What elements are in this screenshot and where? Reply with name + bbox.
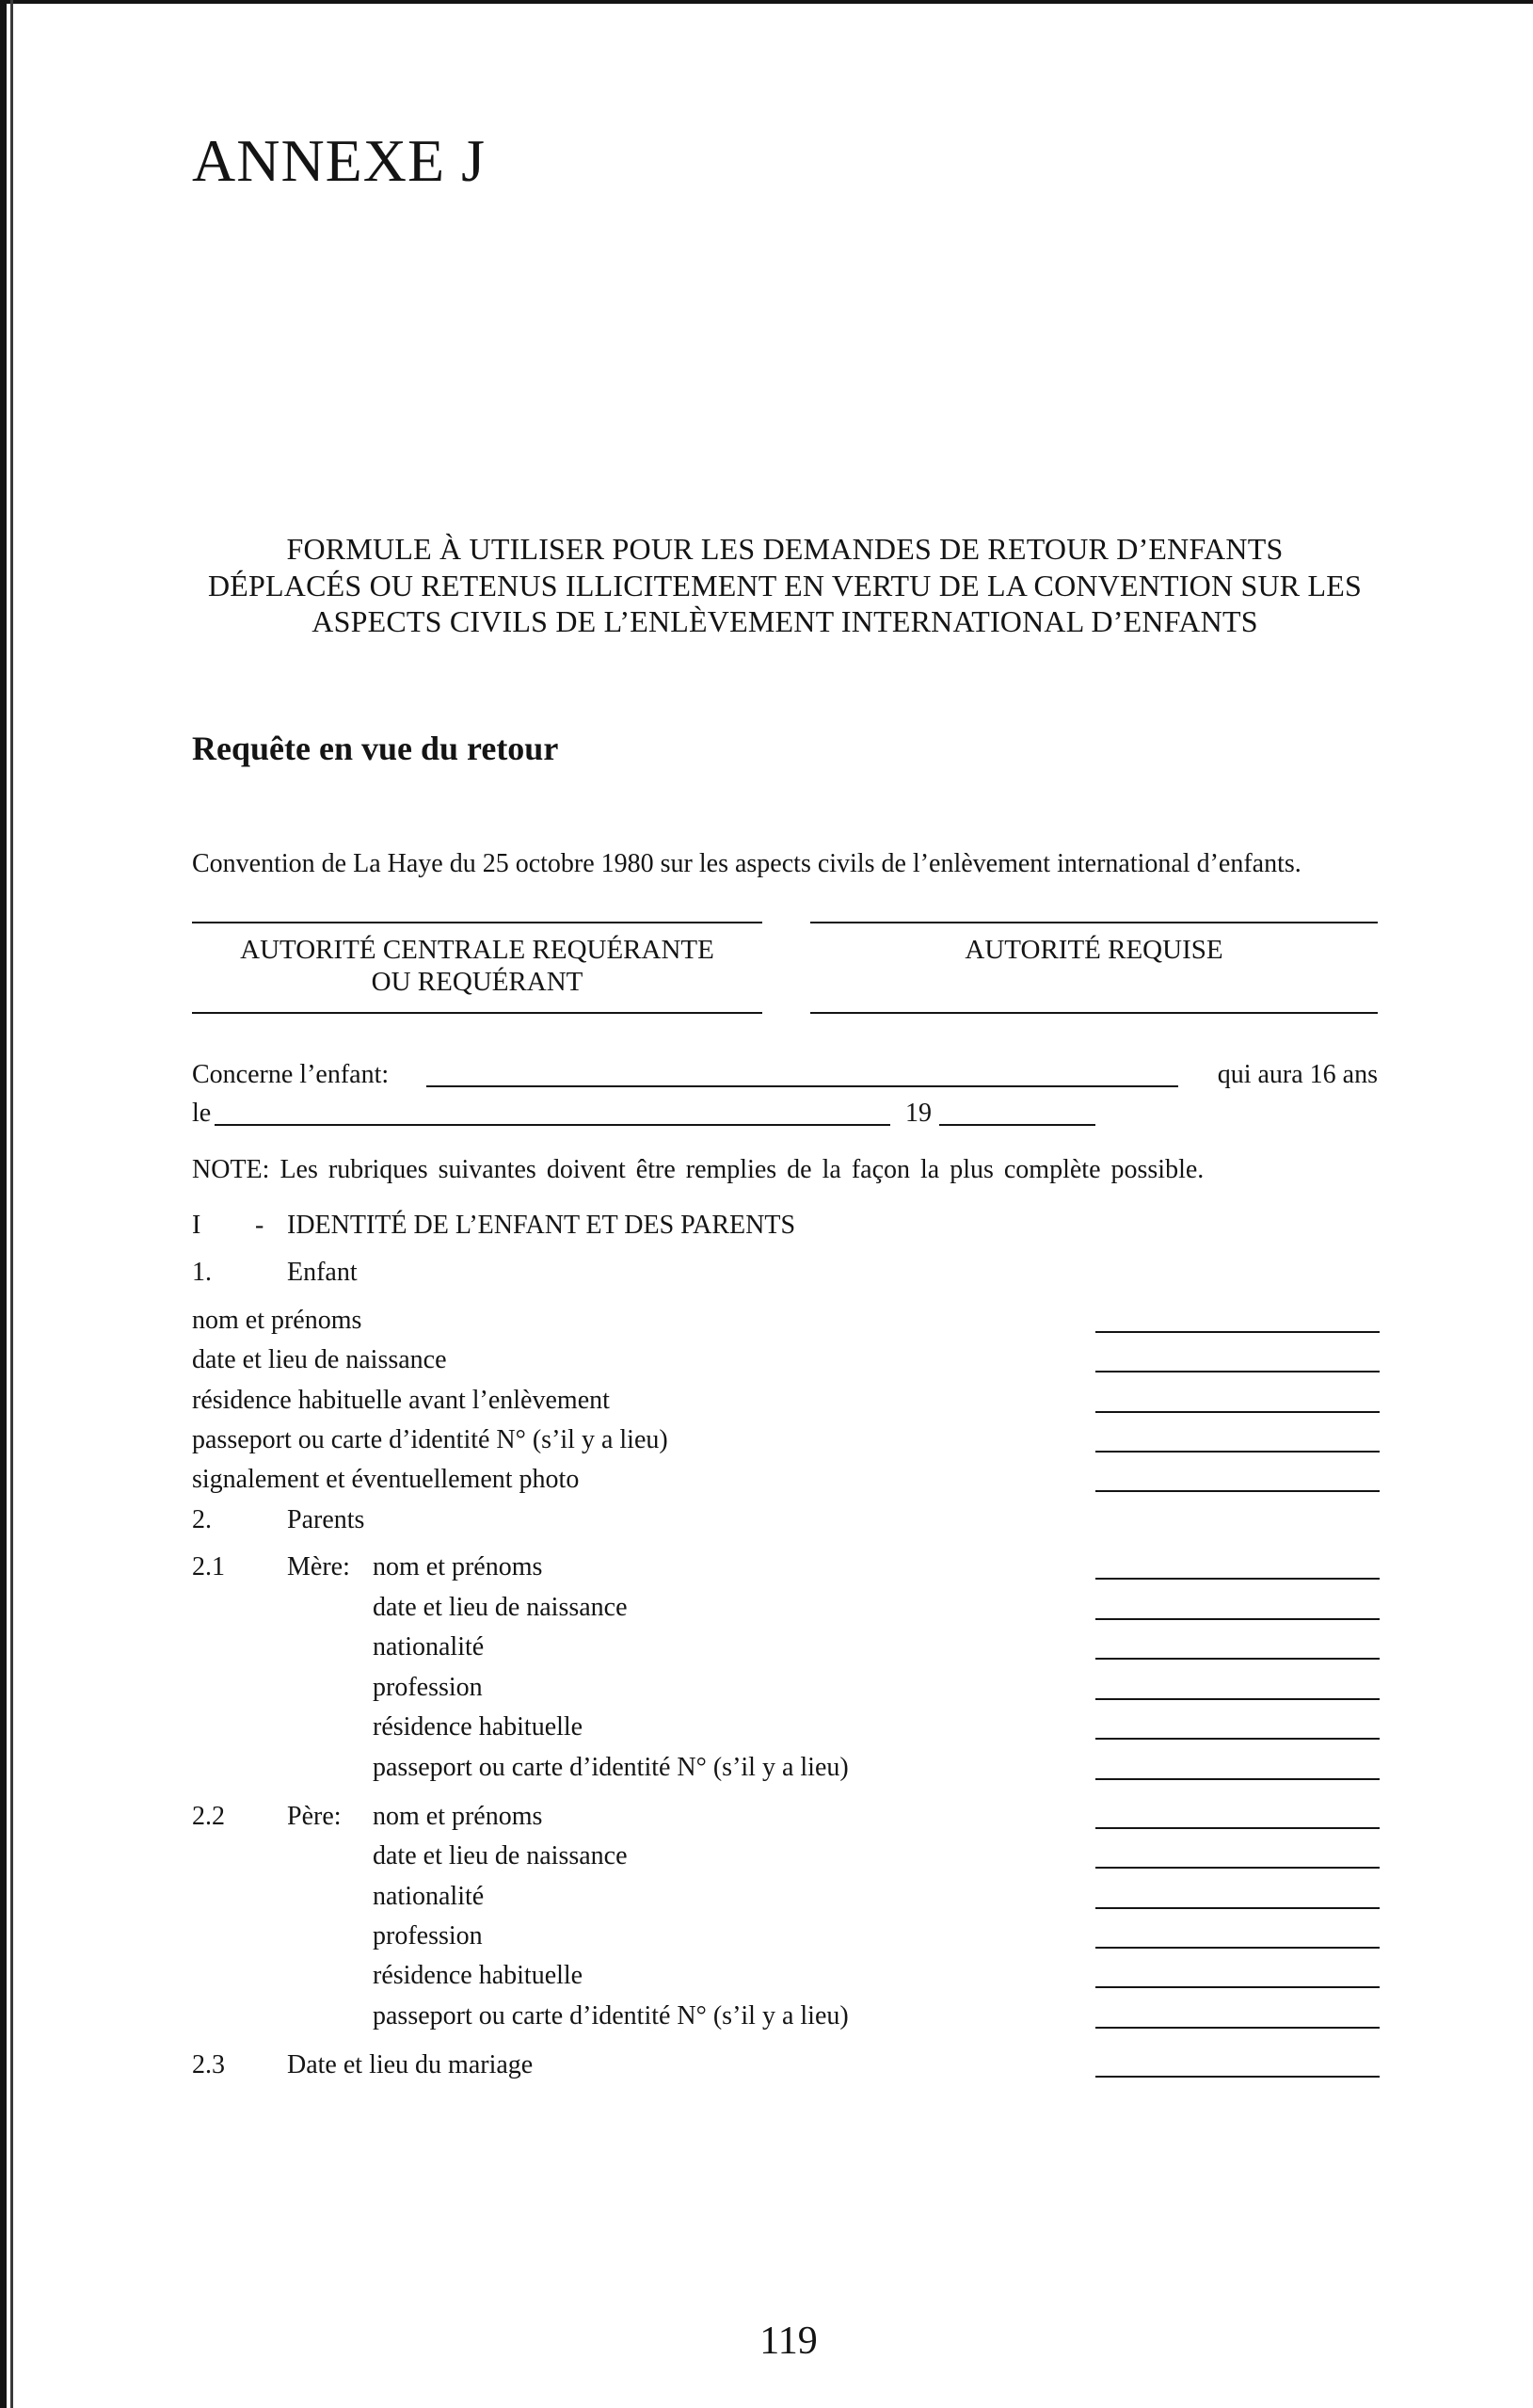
mother-field-label: nom et prénoms bbox=[373, 1552, 543, 1581]
section-number: I bbox=[192, 1211, 201, 1240]
mother-field-fill-line[interactable] bbox=[1095, 1578, 1380, 1580]
note-line bbox=[192, 1155, 1204, 1185]
requested-authority-fill-line-top[interactable] bbox=[810, 922, 1378, 923]
requested-authority-fill-line-bottom[interactable] bbox=[810, 1012, 1378, 1014]
father-field-label: date et lieu de naissance bbox=[373, 1841, 628, 1870]
child-field-label: résidence habituelle avant l’enlèvement bbox=[192, 1386, 610, 1415]
father-field-fill-line[interactable] bbox=[1095, 1827, 1380, 1829]
father-field-label: résidence habituelle bbox=[373, 1961, 583, 1990]
page-top-edge bbox=[0, 0, 1533, 4]
father-field-fill-line[interactable] bbox=[1095, 2027, 1380, 2029]
mother-field-fill-line[interactable] bbox=[1095, 1618, 1380, 1620]
page-left-edge bbox=[0, 0, 7, 2408]
mother-field-label: passeport ou carte d’identité N° (s’il y a lieu) bbox=[373, 1753, 849, 1782]
child-field-fill-line[interactable] bbox=[1095, 1331, 1380, 1333]
child-field-fill-line[interactable] bbox=[1095, 1371, 1380, 1373]
page-left-edge-inner bbox=[10, 0, 13, 2408]
requesting-authority-fill-line-bottom[interactable] bbox=[192, 1012, 762, 1014]
requesting-authority-label-line-1: AUTORITÉ CENTRALE REQUÉRANTE bbox=[240, 935, 714, 965]
child-subsection-title: Enfant bbox=[287, 1258, 358, 1287]
father-field-fill-line[interactable] bbox=[1095, 1986, 1380, 1988]
requesting-authority-fill-line-top[interactable] bbox=[192, 922, 762, 923]
father-field-label: profession bbox=[373, 1921, 483, 1950]
child-field-fill-line[interactable] bbox=[1095, 1490, 1380, 1492]
convention-reference: Convention de La Haye du 25 octobre 1980 sur les aspects civils de l’enlèvement international d’enfants. bbox=[192, 849, 1301, 878]
mother-field-fill-line[interactable] bbox=[1095, 1738, 1380, 1740]
child-subsection-number: 1. bbox=[192, 1258, 212, 1287]
form-title-line-3: ASPECTS CIVILS DE L’ENLÈVEMENT INTERNATIONAL D’ENFANTS bbox=[311, 604, 1258, 638]
annex-title: ANNEXE J bbox=[192, 127, 486, 194]
father-label: Père: bbox=[287, 1802, 342, 1831]
child-concerned-label: Concerne l’enfant: bbox=[192, 1060, 390, 1089]
mother-label: Mère: bbox=[287, 1552, 350, 1581]
page-number: 119 bbox=[759, 2320, 818, 2363]
child-age-suffix: qui aura 16 ans bbox=[1217, 1060, 1378, 1089]
father-field-fill-line[interactable] bbox=[1095, 1907, 1380, 1909]
mother-field-label: résidence habituelle bbox=[373, 1712, 583, 1742]
year-prefix: 19 bbox=[905, 1099, 932, 1128]
father-field-label: nom et prénoms bbox=[373, 1802, 543, 1831]
child-field-label: signalement et éventuellement photo bbox=[192, 1465, 580, 1494]
father-number: 2.2 bbox=[192, 1802, 225, 1831]
child-field-fill-line[interactable] bbox=[1095, 1451, 1380, 1453]
note-text: Les rubriques suivantes doivent être remplies de la façon la plus complète possible. bbox=[279, 1155, 1205, 1184]
mother-field-label: nationalité bbox=[373, 1632, 485, 1662]
child-field-fill-line[interactable] bbox=[1095, 1411, 1380, 1413]
marriage-fill-line[interactable] bbox=[1095, 2076, 1380, 2078]
form-title-line-1: FORMULE À UTILISER POUR LES DEMANDES DE RETOUR D’ENFANTS bbox=[286, 532, 1284, 566]
year-fill-line[interactable] bbox=[939, 1124, 1095, 1126]
mother-field-fill-line[interactable] bbox=[1095, 1658, 1380, 1660]
father-field-fill-line[interactable] bbox=[1095, 1947, 1380, 1949]
father-field-label: nationalité bbox=[373, 1882, 485, 1911]
child-name-fill-line[interactable] bbox=[426, 1085, 1178, 1087]
parents-subsection-number: 2. bbox=[192, 1505, 212, 1534]
form-title-line-2: DÉPLACÉS OU RETENUS ILLICITEMENT EN VERTU DE LA CONVENTION SUR LES bbox=[207, 569, 1363, 602]
section-separator: - bbox=[255, 1211, 264, 1240]
mother-field-fill-line[interactable] bbox=[1095, 1778, 1380, 1780]
father-field-label: passeport ou carte d’identité N° (s’il y a lieu) bbox=[373, 2001, 849, 2031]
marriage-number: 2.3 bbox=[192, 2050, 225, 2079]
mother-field-label: profession bbox=[373, 1673, 483, 1702]
requested-authority-label: AUTORITÉ REQUISE bbox=[965, 935, 1223, 965]
request-heading: Requête en vue du retour bbox=[192, 730, 559, 767]
father-field-fill-line[interactable] bbox=[1095, 1867, 1380, 1869]
section-title: IDENTITÉ DE L’ENFANT ET DES PARENTS bbox=[287, 1211, 796, 1240]
parents-subsection-title: Parents bbox=[287, 1505, 365, 1534]
mother-field-fill-line[interactable] bbox=[1095, 1698, 1380, 1700]
mother-field-label: date et lieu de naissance bbox=[373, 1593, 628, 1622]
child-field-label: date et lieu de naissance bbox=[192, 1345, 447, 1374]
requesting-authority-label-line-2: OU REQUÉRANT bbox=[371, 967, 583, 997]
date-prefix: le bbox=[192, 1099, 212, 1128]
marriage-label: Date et lieu du mariage bbox=[287, 2050, 534, 2079]
mother-number: 2.1 bbox=[192, 1552, 225, 1581]
note-label: NOTE: bbox=[192, 1155, 270, 1184]
child-field-label: nom et prénoms bbox=[192, 1306, 362, 1335]
date-fill-line[interactable] bbox=[215, 1124, 890, 1126]
child-field-label: passeport ou carte d’identité N° (s’il y a lieu) bbox=[192, 1425, 668, 1454]
